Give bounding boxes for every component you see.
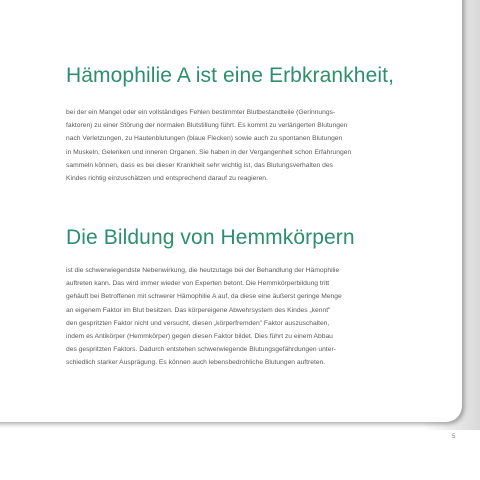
paragraph-line: schiedlich starker Ausprägung. Es können auch lebensbedrohliche Blutungen auftreten. — [66, 359, 326, 367]
paragraph-line: ist die schwerwiegendste Nebenwirkung, die heutzutage bei der Behandlung der Hämophilie — [66, 267, 340, 274]
paragraph-line: nach Verletzungen, zu Hautenblutungen (blaue Flecken) sowie auch zu spontanen Blutungen — [66, 135, 343, 143]
paragraph-line: an eigenem Faktor im Blut besitzen. Das körpereigene Abwehrsystem des Kindes „kennt" — [66, 306, 331, 314]
section-heading-erbkrankheit: Hämophilie A ist eine Erbkrankheit, — [66, 64, 395, 87]
paragraph-line: faktoren) zu einer Störung der normalen Blutstillung führt. Es kommt zu verlängerten Blutungen — [66, 122, 348, 130]
section-heading-hemmkoerper: Die Bildung von Hemmkörpern — [66, 226, 355, 249]
paragraph-line: den gespritzten Faktor nicht und versucht, diesen „körperfremden" Faktor auszuschalten, — [66, 319, 330, 327]
paragraph-line: gehäuft bei Betroffenen mit schwerer Hämophilie A auf, da diese eine äußerst geringe Menge — [66, 293, 342, 301]
paragraph-line: auftreten kann. Das wird immer wieder von Experten betont. Die Hemmkörperbildung tritt — [66, 280, 330, 288]
page-number: 5 — [452, 434, 456, 440]
paragraph-line: des gespritzten Faktors. Dadurch entstehen schwerwiegende Blutungsgefährdungen unter- — [66, 346, 336, 354]
paragraph-line: bei der ein Mangel oder ein vollständiges Fehlen bestimmter Blutbestandteile (Gerinnungs- — [66, 109, 336, 116]
paragraph-line: in Muskeln, Gelenken und inneren Organen. Sie haben in der Vergangenheit schon Erfahrungen — [66, 148, 352, 156]
paragraph-line: sammeln können, dass es bei dieser Krankheit sehr wichtig ist, das Blutungsverhalten des — [66, 161, 333, 169]
paragraph-line: indem es Antikörper (Hemmkörper) gegen diesen Faktor bildet. Dies führt zu einem Abbau — [66, 333, 333, 341]
section-paragraph-erbkrankheit — [66, 106, 406, 185]
section-paragraph-hemmkoerper — [66, 264, 406, 370]
paragraph-line: Kindes richtig einzuschätzen und entsprechend darauf zu reagieren. — [66, 175, 268, 183]
